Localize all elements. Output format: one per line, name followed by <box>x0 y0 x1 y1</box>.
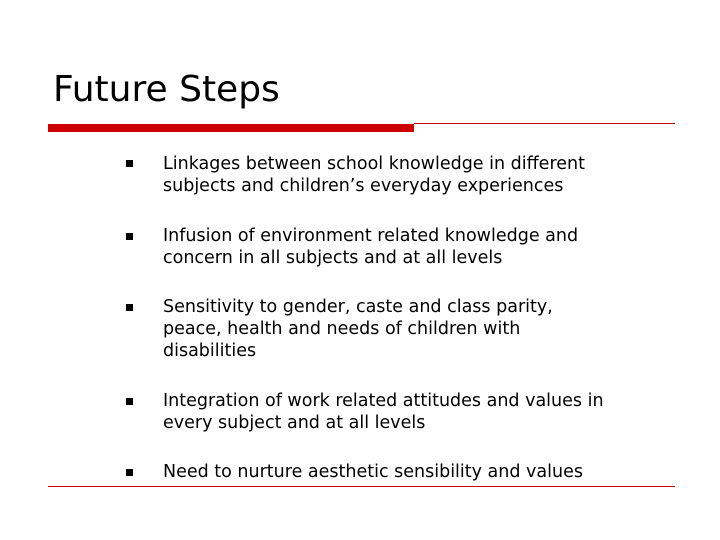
square-bullet-icon <box>126 160 133 167</box>
slide-title: Future Steps <box>53 69 280 110</box>
bullet-text: Linkages between school knowledge in different subjects and children’s everyday experiences <box>163 154 585 196</box>
square-bullet-icon <box>126 398 133 405</box>
square-bullet-icon <box>126 304 133 311</box>
bullet-text: Infusion of environment related knowledge and concern in all subjects and at all levels <box>163 226 579 268</box>
footer-rule <box>48 486 675 487</box>
bullet-text: Sensitivity to gender, caste and class parity, peace, health and needs of children with disabilities <box>163 297 553 361</box>
bullet-text: Need to nurture aesthetic sensibility and values <box>163 462 583 482</box>
square-bullet-icon <box>126 233 133 240</box>
bullet-text: Integration of work related attitudes and values in every subject and at all levels <box>163 391 604 433</box>
square-bullet-icon <box>126 469 133 476</box>
